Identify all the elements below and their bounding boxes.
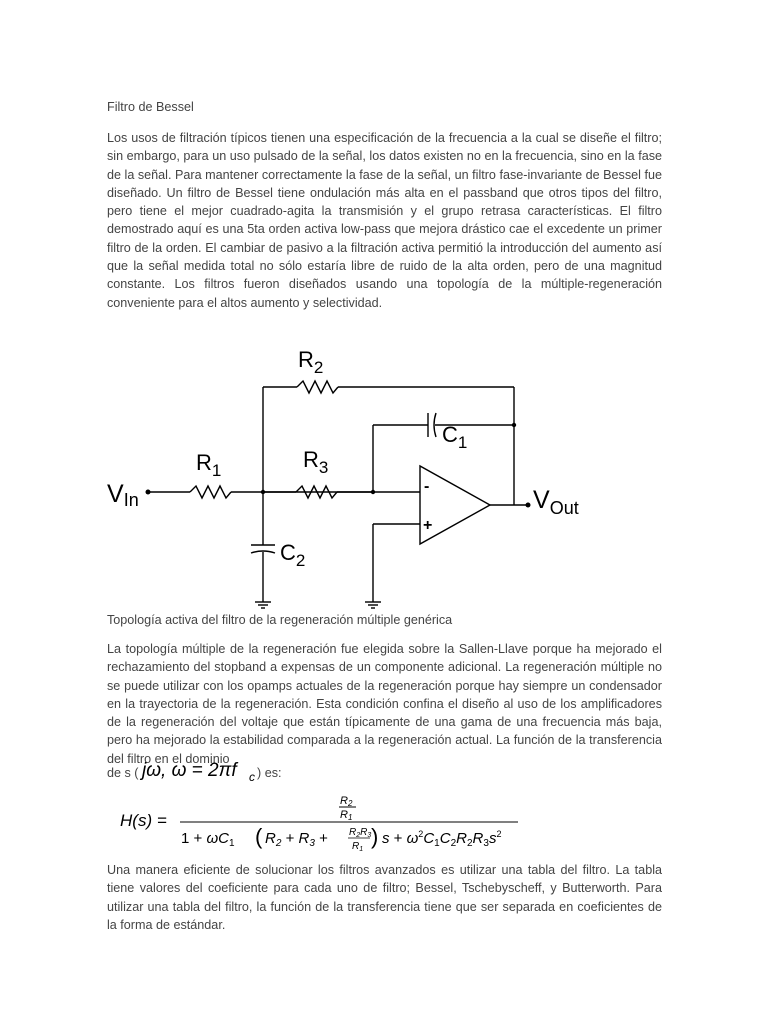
- node-r3-opamp: [371, 490, 375, 494]
- c1-label-sub: 1: [457, 433, 468, 452]
- node-feedback-top: [512, 423, 516, 427]
- paragraph2-last-line: [107, 759, 667, 789]
- opamp-plus-label: +: [423, 517, 433, 534]
- c2-label: C: [280, 540, 296, 565]
- node-r1-r3: [261, 490, 265, 494]
- svg-text:R2: R2: [340, 795, 353, 808]
- vin-terminal: [146, 490, 151, 495]
- vin-label-sub: In: [123, 490, 139, 510]
- svg-text:R3: [303, 447, 328, 477]
- inline-math-omega: jω, ω = 2πf: [142, 760, 237, 781]
- svg-text:R1: R1: [340, 809, 353, 822]
- svg-text:VIn: [107, 480, 139, 510]
- svg-text:R1: [196, 450, 221, 480]
- filter-table-paragraph: Una manera eficiente de solucionar los filtros avanzados es utilizar una tabla del filtro. La tabla tiene valores del coeficiente para cada uno de filtro; Bessel, Tschebyscheff, y Butterworth. Para utilizar una tabla del filtro, la función de la transferencia tiene que ser separada en coeficientes de la forma de estándar.: [107, 863, 662, 932]
- transfer-function-formula: [118, 790, 538, 854]
- r1-resistor: [190, 486, 231, 498]
- ground-symbol-right: [365, 602, 381, 608]
- c1-label: C: [442, 422, 458, 447]
- svg-text:VOut: [533, 486, 579, 518]
- vout-label-sub: Out: [549, 498, 579, 518]
- svg-text:): ): [371, 824, 379, 849]
- svg-text:s + ω2C1C2R2R3s2: $s + \omega^2C_1C_2R_2R_3s^2$: [382, 829, 502, 849]
- r3-label-sub: 3: [318, 458, 329, 477]
- opamp-minus-label: -: [424, 478, 430, 495]
- svg-text:(: (: [255, 824, 263, 849]
- svg-text:1 + ωC1: $1 + \omega C_1$: [181, 830, 235, 849]
- vout-label: V: [533, 486, 550, 514]
- svg-text:R2 + R3 +: $R_2 + R_3$ +: [265, 830, 328, 849]
- vin-label: V: [107, 480, 124, 508]
- svg-text:C1: [442, 422, 467, 452]
- formula-numerator: [339, 795, 356, 822]
- r3-label: R: [303, 447, 319, 472]
- svg-text:R2R3: $R_2R_3$: [349, 827, 372, 839]
- figure-caption: Topología activa del filtro de la regeneración múltiple genérica: [107, 613, 453, 627]
- formula-lhs: H(s) =: [120, 811, 167, 830]
- svg-text:R2: [298, 347, 323, 377]
- mfb-filter-circuit-diagram: [100, 340, 590, 615]
- r2-resistor: [297, 381, 338, 393]
- document-title: Filtro de Bessel: [107, 100, 194, 114]
- svg-text:C2: [280, 540, 305, 570]
- r2-label: R: [298, 347, 314, 372]
- topology-paragraph: La topología múltiple de la regeneración fue elegida sobre la Sallen-Llave porque ha mejorado el rechazamiento del stopband a expensas de un componente adicional. La regeneración múltiple no se puede utilizar con los opamps actuales de la regeneración porque hay siempre un condensador en la trayectoria de la regeneración. Esta condición confina el diseño al uso de los amplificadores de la regeneración del voltaje que están típicamente de una gama de una frecuencia más baja, pero ha mejorado la estabilidad comparada a la regeneración actual. La función de la transferencia del filtro en el dominio: [107, 642, 662, 766]
- c2-label-sub: 2: [295, 551, 306, 570]
- svg-text:R1: $R_1$: [352, 841, 364, 853]
- ground-symbol-left: [255, 602, 271, 608]
- r2-label-sub: 2: [313, 358, 324, 377]
- paragraph2-end-prefix: de s (: [107, 766, 139, 780]
- inline-math-sub: c: [249, 770, 255, 784]
- vout-terminal: [526, 503, 531, 508]
- r1-label: R: [196, 450, 212, 475]
- formula-denominator: [181, 824, 501, 853]
- r1-label-sub: 1: [211, 461, 222, 480]
- paragraph2-end-suffix: ) es:: [257, 766, 282, 780]
- intro-paragraph: Los usos de filtración típicos tienen una especificación de la frecuencia a la cual se diseñe el filtro; sin embargo, para un uso pulsado de la señal, los datos existen no en la frecuencia, sino en la fase de la señal. Para mantener correctamente la fase de la señal, un filtro fase-invariante de Bessel fue diseñado. Un filtro de Bessel tiene ondulación más alta en el passband que otros tipos del filtro, pero tiene el mejor cuadrado-agita la transmisión y el grupo retrasa características. El filtro demostrado aquí es una 5ta orden activa low-pass que mejora drástico cae el excedente un primer filtro de la orden. El cambiar de pasivo a la filtración activa permitió la introducción del aumento así que la señal medida total no sólo estaría libre de ruido de la alta orden, pero de una magnitud constante. Los filtros fueron diseñados usando una topología de la múltiple-regeneración conveniente para el altos aumento y selectividad.: [107, 131, 662, 310]
